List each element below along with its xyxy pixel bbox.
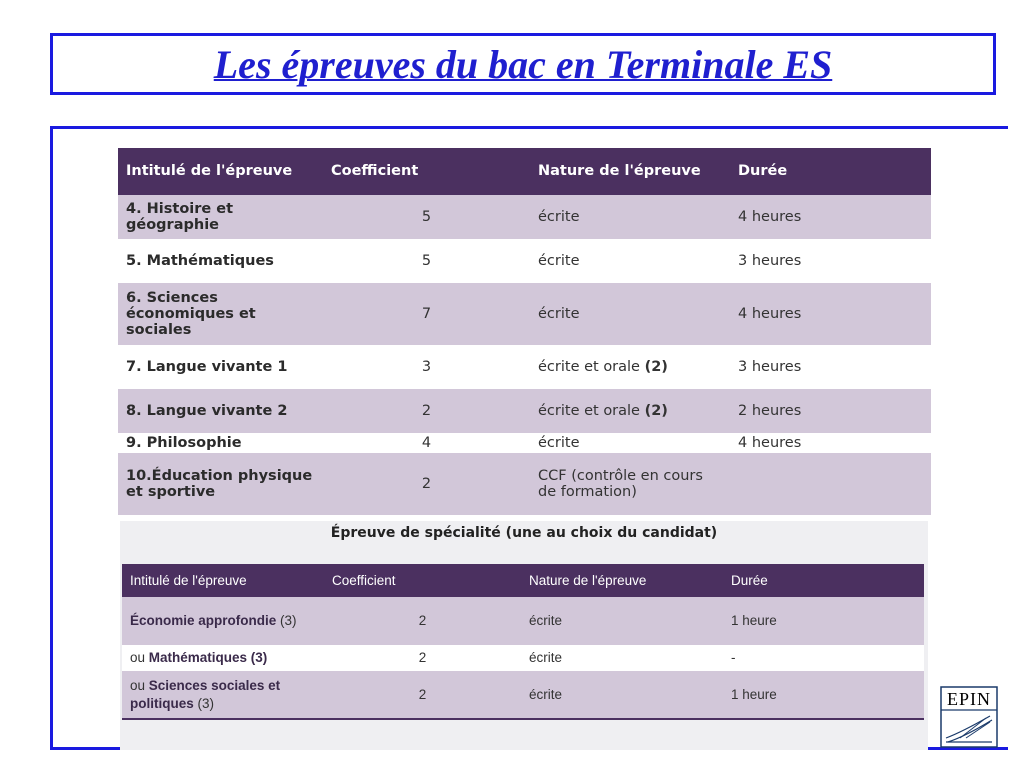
subject-name: Mathématiques (3) bbox=[148, 650, 268, 665]
coefficient-cell: 2 bbox=[324, 597, 521, 645]
duree-cell: 4 heures bbox=[730, 283, 931, 345]
subject-cell bbox=[122, 671, 324, 719]
main-table-panel bbox=[104, 138, 948, 521]
header-nature: Nature de l'épreuve bbox=[530, 148, 730, 195]
header-duree: Durée bbox=[730, 148, 931, 195]
nature-cell: écrite bbox=[521, 597, 723, 645]
duree-cell: 2 heures bbox=[730, 389, 931, 433]
subject-name: Sciences sociales et politiques bbox=[130, 677, 281, 711]
table-row bbox=[122, 597, 924, 645]
spec-table-header bbox=[122, 564, 924, 597]
nature-text: écrite et orale bbox=[538, 359, 645, 375]
subject-cell: 7. Langue vivante 1 bbox=[118, 345, 323, 389]
nature-text: écrite et orale bbox=[538, 403, 645, 419]
nature-cell bbox=[530, 195, 730, 239]
coefficient-cell: 4 bbox=[323, 433, 530, 453]
nature-cell bbox=[530, 389, 730, 433]
coefficient-cell: 3 bbox=[323, 345, 530, 389]
nature-note: (2) bbox=[644, 403, 668, 419]
duree-cell: 4 heures bbox=[730, 195, 931, 239]
table-row bbox=[118, 345, 931, 389]
nature-cell bbox=[530, 345, 730, 389]
duree-cell: 1 heure bbox=[723, 597, 924, 645]
subject-prefix: ou bbox=[130, 677, 149, 693]
nature-note: (2) bbox=[644, 359, 668, 375]
spec-exam-table bbox=[122, 564, 924, 720]
nature-text: CCF (contrôle en cours de formation) bbox=[538, 468, 703, 500]
nature-cell: écrite bbox=[521, 671, 723, 719]
subject-cell bbox=[122, 597, 324, 645]
main-exam-table bbox=[118, 148, 931, 515]
subject-cell: 4. Histoire et géographie bbox=[118, 195, 323, 239]
coefficient-cell: 2 bbox=[324, 645, 521, 671]
table-row bbox=[118, 433, 931, 453]
nature-cell bbox=[530, 239, 730, 283]
header-duree: Durée bbox=[723, 564, 924, 597]
duree-cell bbox=[730, 453, 931, 515]
table-row bbox=[118, 453, 931, 515]
coefficient-cell: 2 bbox=[323, 389, 530, 433]
duree-cell: 3 heures bbox=[730, 345, 931, 389]
subject-cell: 5. Mathématiques bbox=[118, 239, 323, 283]
coefficient-cell: 2 bbox=[324, 671, 521, 719]
nature-text: écrite bbox=[538, 209, 580, 225]
duree-cell: 1 heure bbox=[723, 671, 924, 719]
logo-text: EPIN bbox=[947, 689, 991, 709]
subject-cell bbox=[122, 645, 324, 671]
subject-cell: 9. Philosophie bbox=[118, 433, 323, 453]
coefficient-cell: 2 bbox=[323, 453, 530, 515]
subject-suffix: (3) bbox=[193, 695, 214, 711]
subject-cell: 10.Éducation physique et sportive bbox=[118, 453, 323, 515]
spec-heading: Épreuve de spécialité (une au choix du candidat) bbox=[330, 525, 718, 541]
header-nature: Nature de l'épreuve bbox=[521, 564, 723, 597]
header-intitule: Intitulé de l'épreuve bbox=[118, 148, 323, 195]
duree-cell: 4 heures bbox=[730, 433, 931, 453]
header-intitule: Intitulé de l'épreuve bbox=[122, 564, 324, 597]
nature-cell bbox=[530, 283, 730, 345]
nature-text: écrite bbox=[538, 253, 580, 269]
nature-cell: écrite bbox=[521, 645, 723, 671]
subject-name: Économie approfondie bbox=[130, 613, 277, 628]
title-box bbox=[50, 33, 996, 95]
table-row bbox=[118, 283, 931, 345]
nature-text: écrite bbox=[538, 435, 580, 451]
duree-cell: 3 heures bbox=[730, 239, 931, 283]
subject-cell: 8. Langue vivante 2 bbox=[118, 389, 323, 433]
coefficient-cell: 5 bbox=[323, 195, 530, 239]
epin-logo-icon bbox=[940, 686, 998, 748]
table-row bbox=[122, 671, 924, 719]
nature-text: écrite bbox=[538, 306, 580, 322]
page-title: Les épreuves du bac en Terminale ES bbox=[213, 41, 833, 87]
coefficient-cell: 5 bbox=[323, 239, 530, 283]
nature-cell bbox=[530, 453, 730, 515]
table-row bbox=[122, 645, 924, 671]
header-coefficient: Coefficient bbox=[323, 148, 530, 195]
table-row bbox=[118, 389, 931, 433]
header-coefficient: Coefficient bbox=[324, 564, 521, 597]
subject-suffix: (3) bbox=[276, 613, 297, 628]
nature-cell bbox=[530, 433, 730, 453]
coefficient-cell: 7 bbox=[323, 283, 530, 345]
duree-cell: - bbox=[723, 645, 924, 671]
main-table-header bbox=[118, 148, 931, 195]
table-row bbox=[118, 239, 931, 283]
table-row bbox=[118, 195, 931, 239]
epin-logo bbox=[940, 686, 998, 748]
subject-cell: 6. Sciences économiques et sociales bbox=[118, 283, 323, 345]
subject-prefix: ou bbox=[130, 650, 149, 665]
